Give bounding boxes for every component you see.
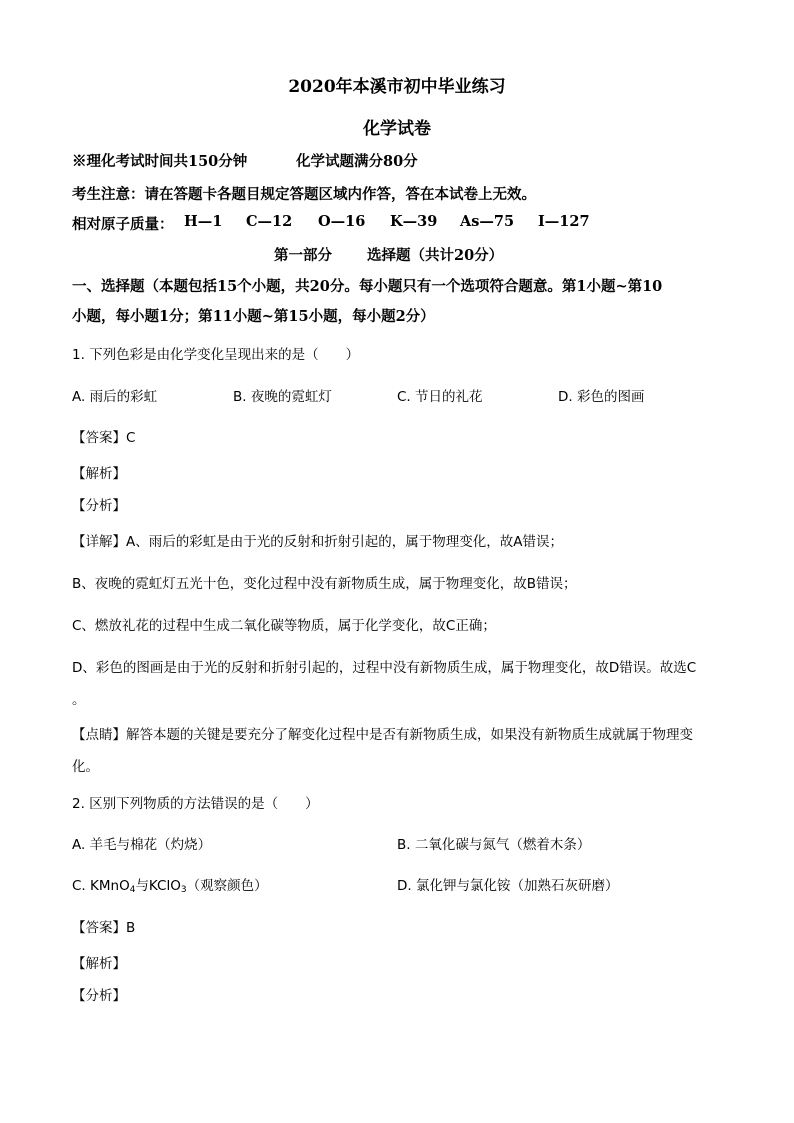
part-heading-left: 第一部分 <box>274 247 332 264</box>
question-2-stem: 2. 区别下列物质的方法错误的是（ ） <box>72 796 319 812</box>
answer-value: B <box>126 920 136 936</box>
detail-tag: 【详解】 <box>72 534 126 550</box>
subscript-4: 4 <box>129 885 136 895</box>
question-1-detail-d-end: 。 <box>72 692 86 708</box>
question-1-fenxi-tag: 【分析】 <box>72 498 126 514</box>
question-2-answer <box>72 916 135 936</box>
question-1-detail-a <box>72 530 563 550</box>
question-1-tip-line1 <box>72 723 693 743</box>
atomic-mass-item: I—127 <box>538 213 590 230</box>
question-1-analysis-tag: 【解析】 <box>72 466 126 482</box>
score-note: 化学试题满分80分 <box>296 153 418 170</box>
section-instructions-line1: 一、选择题（本题包括15个小题，共20分。每小题只有一个选项符合题意。第1小题~第10 <box>72 278 663 295</box>
question-1-option-b: B. 夜晚的霓虹灯 <box>233 389 332 405</box>
section-instructions-line2: 小题，每小题1分；第11小题~第15小题，每小题2分） <box>72 308 435 325</box>
detail-text: A、雨后的彩虹是由于光的反射和折射引起的，属于物理变化，故A错误； <box>126 534 563 550</box>
answer-tag: 【答案】 <box>72 920 126 936</box>
formula-kclo: 与KClO <box>135 878 181 894</box>
question-1-detail-b: B、夜晚的霓虹灯五光十色，变化过程中没有新物质生成，属于物理变化，故B错误； <box>72 576 577 592</box>
question-1-option-d: D. 彩色的图画 <box>558 389 645 405</box>
question-1-detail-c: C、燃放礼花的过程中生成二氧化碳等物质，属于化学变化，故C正确； <box>72 618 496 634</box>
page-subtitle: 化学试卷 <box>363 119 431 139</box>
question-2-analysis-tag: 【解析】 <box>72 956 126 972</box>
subscript-3: 3 <box>180 885 187 895</box>
answer-tag: 【答案】 <box>72 430 126 446</box>
atomic-mass-item: K—39 <box>390 213 438 230</box>
notice: 考生注意：请在答题卡各题目规定答题区域内作答，答在本试卷上无效。 <box>72 186 536 203</box>
tip-tag: 【点睛】 <box>72 727 126 743</box>
atomic-mass-item: O—16 <box>318 213 366 230</box>
part-heading-right: 选择题（共计20分） <box>367 247 504 264</box>
question-1-option-a: A. 雨后的彩虹 <box>72 389 158 405</box>
formula-kmno: C. KMnO <box>72 878 130 894</box>
question-1-option-c: C. 节日的礼花 <box>397 389 483 405</box>
question-2-option-c <box>72 874 268 895</box>
option-c-method: （观察颜色） <box>186 878 268 894</box>
atomic-mass-item: C—12 <box>246 213 293 230</box>
question-2-fenxi-tag: 【分析】 <box>72 988 126 1004</box>
answer-value: C <box>126 430 136 446</box>
atomic-mass-label: 相对原子质量： <box>72 216 174 233</box>
question-2-option-d: D. 氯化钾与氯化铵（加熟石灰研磨） <box>397 878 619 894</box>
tip-text: 解答本题的关键是要充分了解变化过程中是否有新物质生成，如果没有新物质生成就属于物理变 <box>126 727 693 743</box>
atomic-mass-item: H—1 <box>184 213 223 230</box>
question-1-answer <box>72 426 135 446</box>
question-1-detail-d: D、彩色的图画是由于光的反射和折射引起的，过程中没有新物质生成，属于物理变化，故D错误。故选C <box>72 660 697 676</box>
question-1-tip-line2: 化。 <box>72 759 99 775</box>
question-2-option-a: A. 羊毛与棉花（灼烧） <box>72 837 212 853</box>
question-2-option-b: B. 二氧化碳与氮气（燃着木条） <box>397 837 591 853</box>
question-1-stem: 1. 下列色彩是由化学变化呈现出来的是（ ） <box>72 347 360 363</box>
atomic-mass-item: As—75 <box>460 213 515 230</box>
time-note: ※理化考试时间共150分钟 <box>72 153 248 170</box>
page-title: 2020年本溪市初中毕业练习 <box>288 77 506 97</box>
